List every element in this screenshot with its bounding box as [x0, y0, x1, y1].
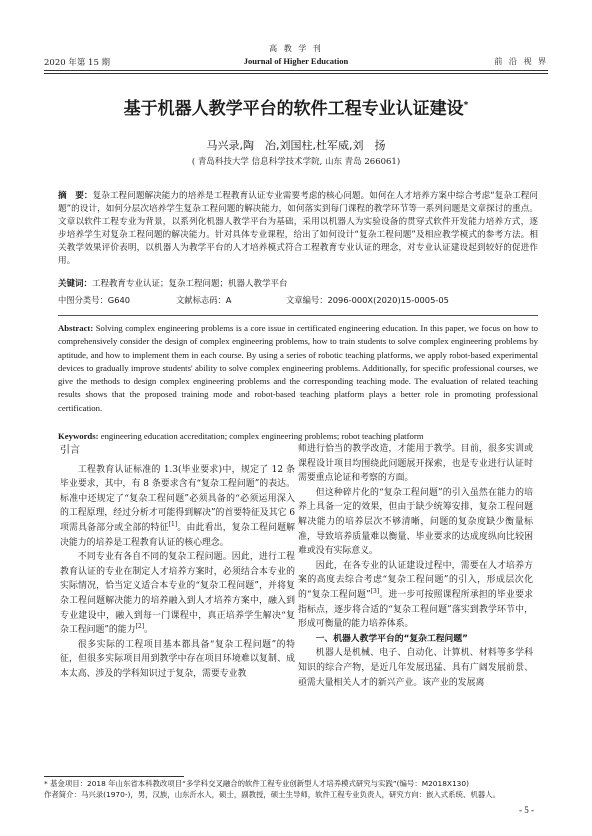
title-footnote-mark: *	[463, 100, 469, 111]
body-paragraph: 工程教育认证标准的 1.3(毕业要求)中，规定了 12 条毕业要求，其中，有 8 条要求含有“复杂工程问题”的表达。标准中还规定了“复杂工程问题”必须具备的“必须运用深入的工程原理，经过分析才可能得到解决”的首要特征及其它 6 项需具备部分或全部的特征[1]。由此看出，复杂工程问题解决能力的培养是工程教育认证的核心理念。	[60, 464, 295, 548]
body-paragraph: 很多实际的工程项目基本都具备“复杂工程问题”的特征，但很多实际项目用到教学中存在项目环境难以复制、成本太高、涉及的学科知识过于复杂，需要专业教	[60, 639, 295, 679]
footnote-rule	[44, 776, 184, 777]
article-number: 文章编号：2096-000X(2020)15-0005-05	[286, 295, 449, 305]
header-rule	[44, 70, 548, 71]
abstract-cn-label: 摘 要：	[58, 191, 93, 201]
page-number: - 5 -	[519, 805, 534, 815]
abstract-separator	[58, 315, 538, 316]
body-paragraph: 但这种碎片化的“复杂工程问题”的引入虽然在能力的培养上具备一定的效果，但由于缺少统筹安排，复杂工程问题解决能力的培养层次不够清晰，问题的复杂度缺少衡量标准，导致培养质量难以衡量、毕业要求的达成度纵向比较困难或没有实际意义。	[298, 487, 533, 557]
abstract-en	[58, 322, 538, 415]
citation: [1]	[168, 521, 178, 528]
journal-name-cn: 高 教 学 刊	[269, 44, 323, 53]
affiliation: ( 青岛科技大学 信息科学技术学院, 山东 青岛 266061)	[191, 157, 401, 167]
abstract-cn-text: 复杂工程问题解决能力的培养是工程教育认证专业需要考虑的核心问题。如何在人才培养方案中综合考虑“复杂工程问题”的设计，如何分层次培养学生复杂工程问题的解决能力，如何落实到每门课程的教学环节等一系列问题是文章探讨的重点。文章以软件工程专业为背景，以系列化机器人教学平台为基础，采用以机器人为实验设备的贯穿式软件开发能力培养方式，逐步培养学生对复杂工程问题的解决能力。针对具体专业课程，给出了如何设计“复杂工程问题”及相应教学模式的参考方法。相关教学效果评价表明，以机器人为教学平台的人才培养模式符合工程教育专业认证的理念，对专业认证建设起到较好的促进作用。	[58, 191, 538, 267]
author-list: 马兴录,陶 冶,刘国柱,杜军威,刘 扬	[206, 139, 386, 152]
body-paragraph: 不同专业有各自不同的复杂工程问题。因此，进行工程教育认证的专业在制定人才培养方案时，必须结合本专业的实际情况，恰当定义适合本专业的“复杂工程问题”，并将复杂工程问题解决能力的培养融入到人才培养方案中，融入到专业建设中，融入到每一门课程中，真正培养学生解决“复杂工程问题”的能力[2]。	[60, 552, 295, 636]
issue-label: 2020 年第 15 期	[44, 58, 111, 68]
keywords-en-text: engineering education accreditation; complex engineering problems; robot teaching platform	[100, 431, 424, 441]
footnotes	[44, 779, 548, 800]
body-paragraph: 机器人是机械、电子、自动化、计算机、材料等多学科知识的综合产物，是近几年发展迅猛、具有广阔发展前景、亟需大量相关人才的新兴产业。该产业的发展离	[298, 648, 533, 688]
header-rule-thin	[44, 73, 548, 74]
journal-name-en: Journal of Higher Education	[243, 56, 349, 66]
funding-footnote: * 基金项目：2018 年山东省本科教改项目“多学科交叉融合的软件工程专业创新型人才培养模式研究与实践”(编号：M2018X130)	[44, 779, 469, 788]
abstract-en-text: Solving complex engineering problems is a core issue in certificated engineering education. In this paper, we focus on how to comprehensively consider the design of complex engineering problems, how to train students to solve complex engineering problems by aptitude, and how to implement them in each course. By using a series of robotic teaching platforms, we apply robot-based experimental devices to gradually improve students' ability to solve complex engineering problems. Additionally, for specific professional courses, we give the methods to design complex engineering problems and the corresponding teaching mode. The evaluation of related teaching results shows that the proposed training mode and robot-based teaching platform plays a better role in promoting professional certification.	[58, 323, 539, 413]
abstract-cn	[58, 190, 538, 269]
keywords-en-label: Keywords:	[58, 431, 99, 441]
body-column-left	[60, 442, 295, 682]
section-label: 前 沿 视 界	[494, 57, 548, 66]
document-code: 文献标志码：A	[176, 295, 232, 305]
paper-title: 基于机器人教学平台的软件工程专业认证建设*	[123, 99, 469, 119]
intro-heading: 引言	[60, 445, 80, 456]
citation: [3]	[370, 587, 380, 595]
citation: [2]	[135, 623, 145, 631]
keywords-cn-label: 关键词：	[58, 279, 93, 289]
abstract-en-label: Abstract:	[58, 323, 94, 333]
body-paragraph: 师进行恰当的教学改造，才能用于教学。目前，很多实训或课程设计项目均围绕此问题展开探索，也是专业进行认证时需要重点论证和考察的方面。	[298, 444, 533, 484]
keywords-en	[58, 431, 538, 441]
clc-number: 中图分类号：G640	[58, 295, 131, 305]
body-paragraph: 因此，在各专业的认证建设过程中，需要在人才培养方案的高度去综合考虑“复杂工程问题”的引入，形成层次化的“复杂工程问题”[3]。进一步可按照课程所承担的毕业要求指标点，逐步将合适的“复杂工程问题”落实到教学环节中，形成可衡量的能力培养体系。	[298, 560, 534, 630]
body-column-right	[298, 442, 533, 690]
keywords-cn	[58, 277, 538, 289]
section-heading: 一、机器人教学平台的“复杂工程问题”	[315, 633, 468, 644]
keywords-cn-text: 工程教育专业认证；复杂工程问题；机器人教学平台	[92, 279, 288, 289]
author-bio-footnote: 作者简介：马兴录(1970-)，男，汉族，山东沂水人，硕士，副教授，硕士生导师，软件工程专业负责人，研究方向：嵌入式系统、机器人。	[44, 789, 500, 799]
